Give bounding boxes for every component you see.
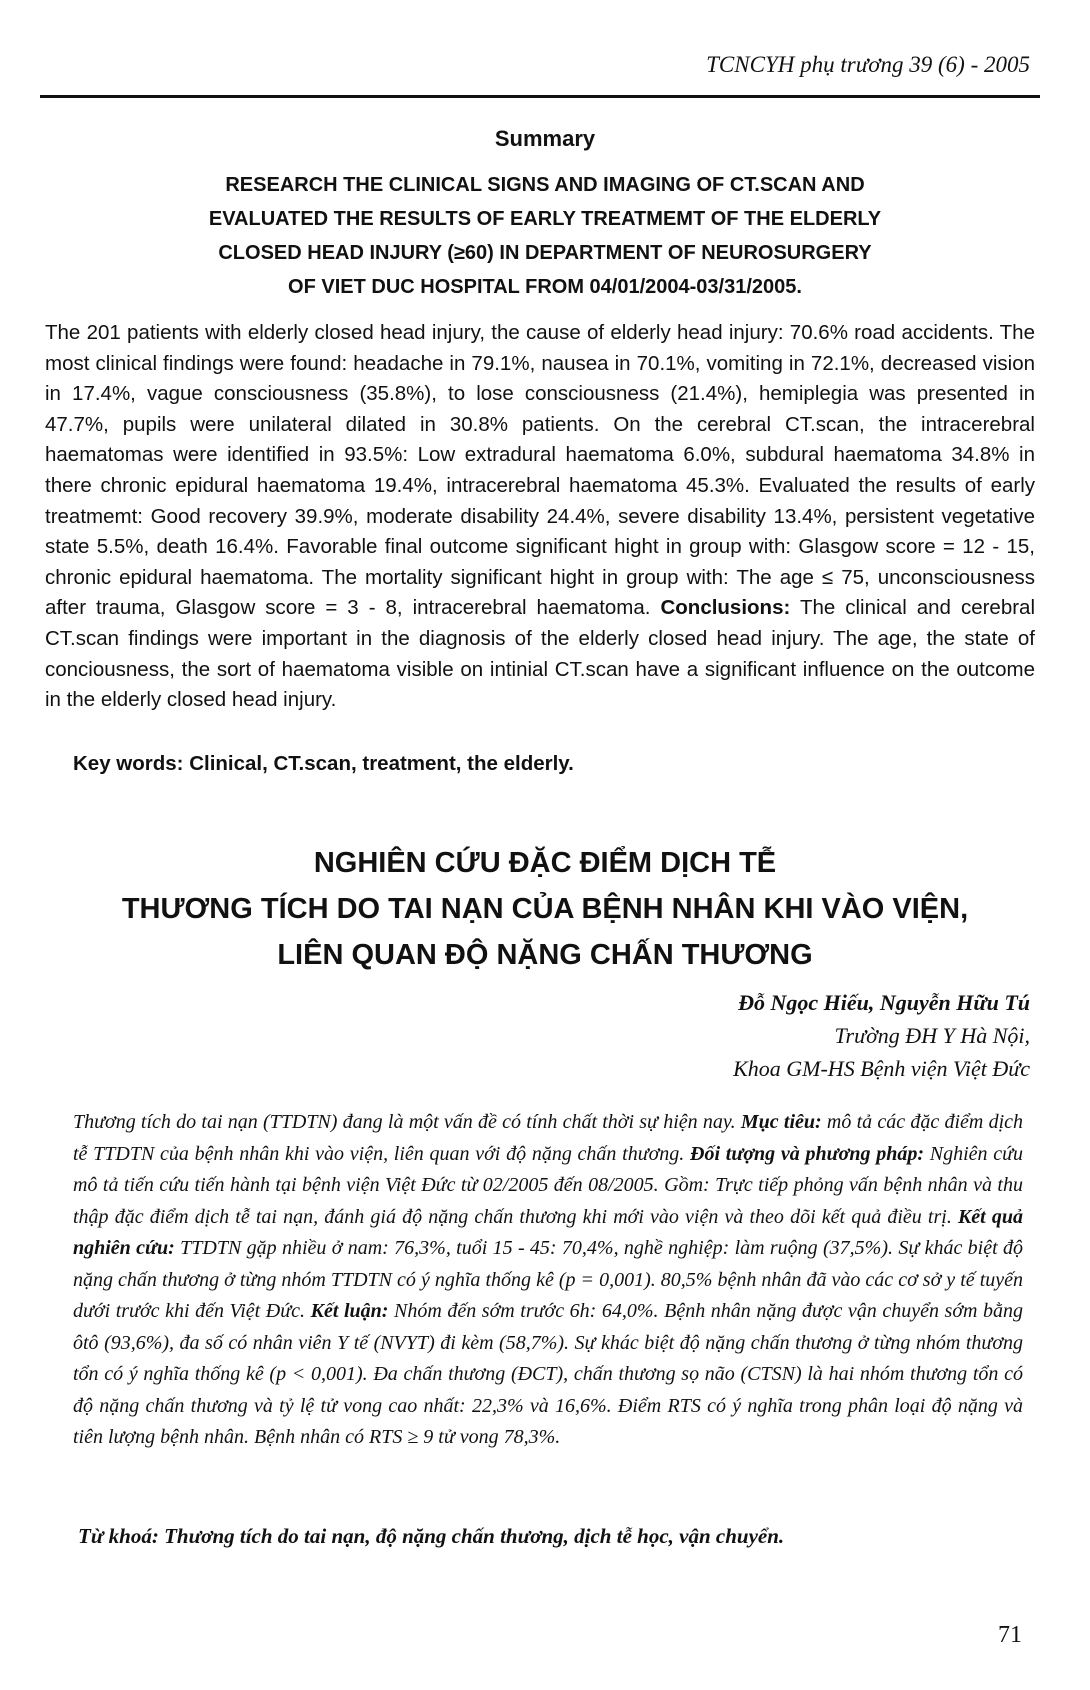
author-names: Đỗ Ngọc Hiếu, Nguyễn Hữu Tú (738, 990, 1030, 1015)
abstract-body: The 201 patients with elderly closed head injury, the cause of elderly head injury: 70.6% road accidents. The most clinical findings were found: headache in 79.1%, nausea in 70.1%, vomiting in 72.1%, decreased vision in 17.4%, vague consciousness (35.8%), to lose consciousness (21.4%), hemiplegia was presented in 47.7%, pupils were unilateral dilated in 30.8% patients. On the cerebral CT.scan, the intracerebral haematomas were identified in 93.5%: Low extradural haematoma 6.0%, subdural haematoma 34.8% in there chronic epidural haematoma 19.4%, intracerebral haematoma 45.3%. Evaluated the results of early treatmemt: Good recovery 39.9%, moderate disability 24.4%, severe disability 13.4%, persistent vegetative state 5.5%, death 16.4%. Favorable final outcome significant hight in group with: Glasgow score = 12 - 15, chronic epidural haematoma. The mortality significant hight in group with: The age ≤ 75, unconsciousness after trauma, Glasgow score = 3 - 8, intracerebral haematoma. (45, 321, 1035, 620)
summary-title-line: OF VIET DUC HOSPITAL FROM 04/01/2004-03/31/2005. (288, 276, 802, 298)
article-title (0, 840, 1090, 978)
article-title-line: LIÊN QUAN ĐỘ NẶNG CHẤN THƯƠNG (277, 939, 813, 971)
vietnamese-keywords: Từ khoá: Thương tích do tai nạn, độ nặng chấn thương, dịch tễ học, vận chuyển. (78, 1524, 785, 1548)
summary-title (60, 168, 1030, 304)
results-text: TTDTN gặp nhiều ở nam: 76,3%, tuổi 15 - 45: 70,4%, nghề nghiệp: làm ruộng (37,5%). Sự khác biệt độ nặng chấn thương ở từng nhóm TTDTN có ý nghĩa thống kê (p = 0,001). 80,5% bệnh nhân đã vào các cơ sở y tế tuyến dưới trước khi đến Việt Đức. (73, 1237, 1023, 1322)
author-block (733, 986, 1030, 1085)
english-abstract (45, 318, 1035, 716)
abstract-intro: Thương tích do tai nạn (TTDTN) đang là một vấn đề có tính chất thời sự hiện nay. (73, 1111, 736, 1133)
aim-text: mô tả các đặc điểm dịch tễ TTDTN của bệnh nhân khi vào viện, liên quan với độ nặng chấn thương. (73, 1111, 1024, 1165)
summary-title-line: CLOSED HEAD INJURY (≥60) IN DEPARTMENT OF NEUROSURGERY (218, 242, 872, 264)
running-header: TCNCYH phụ trương 39 (6) - 2005 (706, 52, 1030, 77)
article-title-line: NGHIÊN CỨU ĐẶC ĐIỂM DỊCH TỄ (313, 847, 777, 879)
conclusion-text: Nhóm đến sớm trước 6h: 64,0%. Bệnh nhân nặng được vận chuyển sớm bằng ôtô (93,6%), đa số có nhân viên Y tế (NVYT) đi kèm (58,7%). Sự khác biệt độ nặng chấn thương ở từng nhóm thương tổn có ý nghĩa thống kê (p < 0,001). Đa chấn thương (ĐCT), chấn thương sọ não (CTSN) là hai nhóm thương tổn có độ nặng chấn thương và tỷ lệ tử vong cao nhất: 22,3% và 16,6%. Điểm RTS có ý nghĩa trong phân loại độ nặng và tiên lượng bệnh nhân. Bệnh nhân có RTS ≥ 9 tử vong 78,3%. (73, 1300, 1024, 1448)
vietnamese-abstract (73, 1107, 1023, 1454)
header-rule (40, 95, 1040, 98)
conclusions-label: Conclusions: (660, 596, 791, 620)
method-text: Nghiên cứu mô tả tiến cứu tiến hành tại bệnh viện Việt Đức từ 02/2005 đến 08/2005. Gồm: Trực tiếp phỏng vấn bệnh nhân và thu thập đặc điểm dịch tễ tai nạn, đánh giá độ nặng chấn thương khi mới vào viện và theo dõi kết quả điều trị. (73, 1142, 1024, 1228)
conclusion-label: Kết luận: (310, 1300, 389, 1322)
article-title-line: THƯƠNG TÍCH DO TAI NẠN CỦA BỆNH NHÂN KHI VÀO VIỆN, (121, 893, 969, 925)
method-label: Đối tượng và phương pháp: (690, 1142, 924, 1165)
aim-label: Mục tiêu: (740, 1111, 822, 1133)
results-label: Kết quả nghiên cứu: (73, 1205, 1024, 1259)
conclusions-text: The clinical and cerebral CT.scan findings were important in the diagnosis of the elderly closed head injury. The age, the state of conciousness, the sort of haematoma visible on intinial CT.scan have a significant influence on the outcome in the elderly closed head injury. (45, 596, 1036, 712)
affiliation: Khoa GM-HS Bệnh viện Việt Đức (733, 1056, 1030, 1081)
page-number: 71 (998, 1622, 1022, 1648)
english-keywords: Key words: Clinical, CT.scan, treatment, the elderly. (73, 752, 574, 775)
summary-title-line: EVALUATED THE RESULTS OF EARLY TREATMEMT OF THE ELDERLY (208, 208, 882, 230)
affiliation: Trường ĐH Y Hà Nội, (834, 1023, 1030, 1048)
summary-title-line: RESEARCH THE CLINICAL SIGNS AND IMAGING OF CT.SCAN AND (225, 174, 865, 196)
summary-heading: Summary (494, 126, 596, 151)
